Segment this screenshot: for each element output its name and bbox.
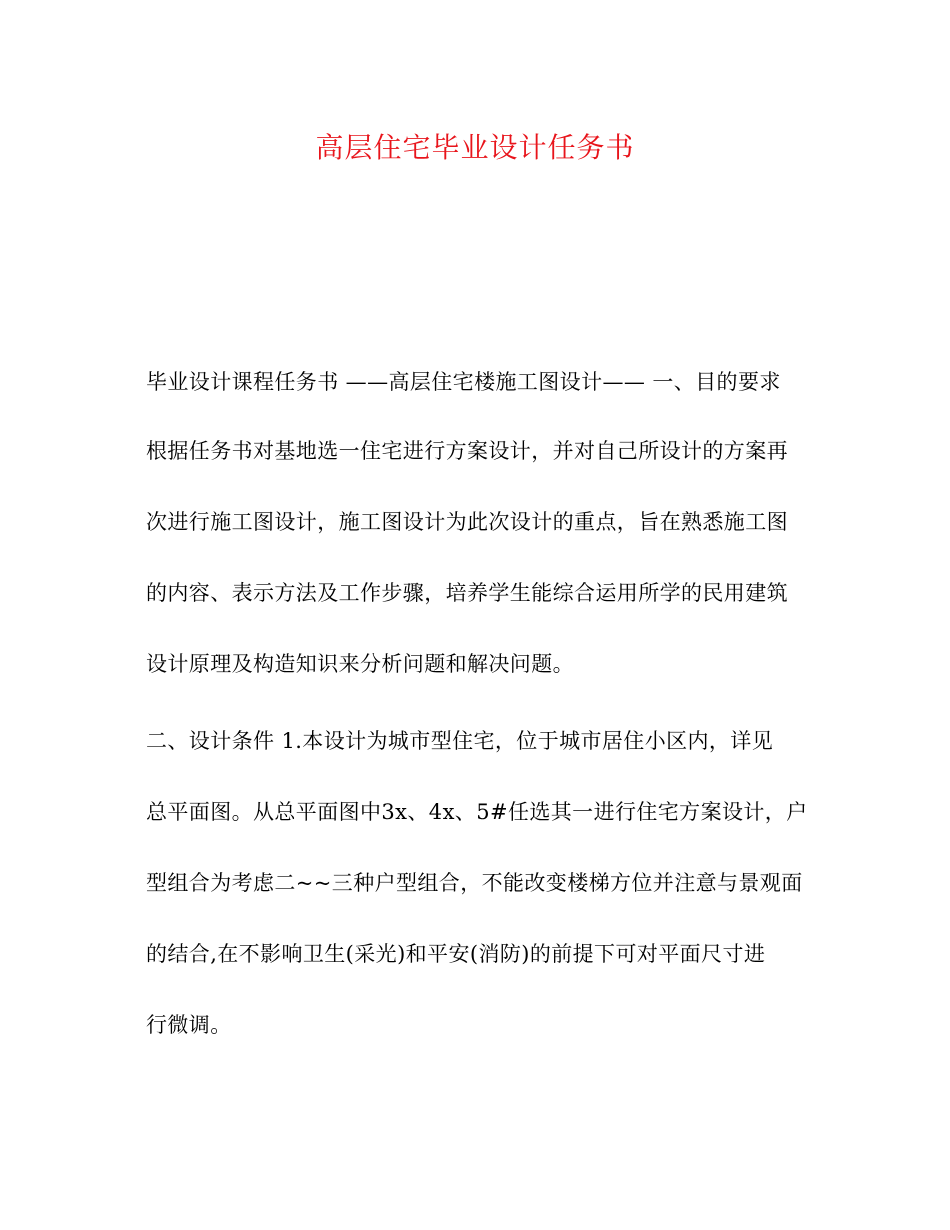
body-line-7: 总平面图。从总平面图中3x、4x、5#任选其一进行住宅方案设计，户 [146,800,808,824]
body-line-8: 型组合为考虑二~~三种户型组合，不能改变楼梯方位并注意与景观面 [146,871,803,895]
body-line-5: 设计原理及构造知识来分析问题和解决问题。 [146,652,574,676]
document-title: 高层住宅毕业设计任务书 [315,131,635,164]
body-line-10: 行微调。 [146,1013,232,1037]
body-line-2: 根据任务书对基地选一住宅进行方案设计，并对自己所设计的方案再 [146,439,788,463]
body-line-9: 的结合,在不影响卫生(采光)和平安(消防)的前提下可对平面尺寸进 [146,942,766,966]
body-line-3: 次进行施工图设计，施工图设计为此次设计的重点，旨在熟悉施工图 [146,510,788,534]
body-line-1: 毕业设计课程任务书 ——高层住宅楼施工图设计—— 一、目的要求 [146,370,781,394]
body-line-6: 二、设计条件 1.本设计为城市型住宅，位于城市居住小区内，详见 [146,729,774,753]
body-line-4: 的内容、表示方法及工作步骤，培养学生能综合运用所学的民用建筑 [146,581,788,605]
